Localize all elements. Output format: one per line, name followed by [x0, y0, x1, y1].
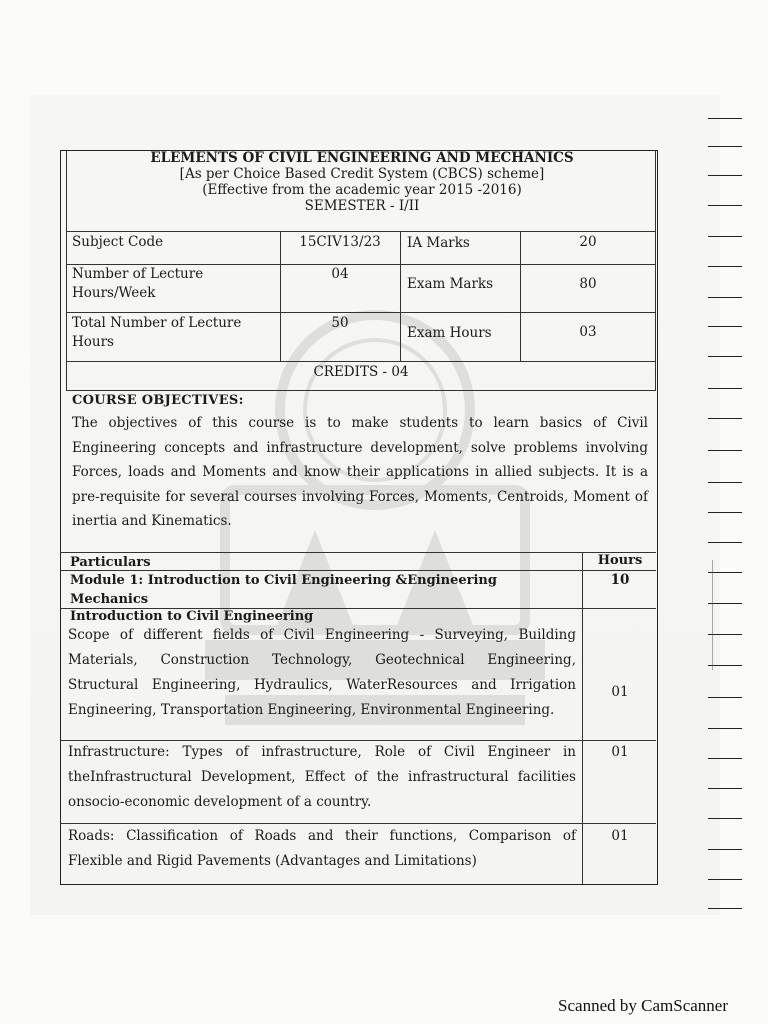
credits-line: CREDITS - 04	[313, 364, 409, 380]
subject-code-value: 15CIV13/23	[299, 234, 381, 250]
exam-marks-label: Exam Marks	[407, 276, 494, 292]
exam-hours-value: 03	[579, 324, 597, 340]
module-1-hours: 10	[610, 572, 630, 588]
lecture-hours-week-value: 04	[331, 266, 349, 282]
list-item: Infrastructure: Types of infrastructure, Role of Civil Engineer in theInfrastructural Development, Effect of the infrastructural facilities onsocio-economic development of a country.	[68, 744, 576, 810]
list-item: Roads: Classification of Roads and their functions, Comparison of Flexible and Rigid Pavements (Advantages and Limitations)	[68, 828, 576, 869]
total-lecture-hours-value: 50	[331, 315, 349, 331]
ia-marks-label: IA Marks	[407, 235, 470, 251]
hours-header: Hours	[597, 553, 643, 568]
course-objectives-text: The objectives of this course is to make students to learn basics of Civil Engineering concepts and infrastructure development, solve problems involving Forces, loads and Moments and know their applications in allied subjects. It is a pre-requisite for several courses involving Forces, Moments, Centroids, Moment of inertia and Kinematics.	[72, 415, 648, 529]
course-objectives-heading: COURSE OBJECTIVES:	[72, 393, 244, 408]
lecture-hours-week-label: Number of Lecture Hours/Week	[72, 266, 204, 301]
scheme-line: [As per Choice Based Credit System (CBCS) scheme]	[179, 166, 545, 182]
effective-line: (Effective from the academic year 2015 -2016)	[202, 182, 522, 198]
subject-code-label: Subject Code	[72, 234, 164, 250]
camscanner-footer: Scanned by CamScanner	[558, 996, 728, 1015]
list-item: Scope of different fields of Civil Engineering - Surveying, Building Materials, Construction Technology, Geotechnical Engineering, Structural Engineering, Hydraulics, WaterResources and Irrigation Engineering, Transportation Engineering, Environmental Engineering.	[68, 627, 576, 718]
semester-line: SEMESTER - I/II	[304, 198, 420, 214]
exam-hours-label: Exam Hours	[407, 325, 492, 341]
course-title-block	[68, 150, 656, 214]
exam-marks-value: 80	[579, 276, 597, 292]
ia-marks-value: 20	[579, 234, 597, 250]
section-heading: Introduction to Civil Engineering	[70, 609, 314, 624]
course-title: ELEMENTS OF CIVIL ENGINEERING AND MECHANICS	[150, 150, 574, 166]
item-hours: 01	[611, 684, 629, 700]
module-1-title: Module 1: Introduction to Civil Engineering &Engineering Mechanics	[70, 573, 497, 607]
item-hours: 01	[611, 744, 629, 760]
item-hours: 01	[611, 828, 629, 844]
total-lecture-hours-label: Total Number of Lecture Hours	[72, 315, 242, 350]
particulars-header: Particulars	[70, 555, 151, 570]
